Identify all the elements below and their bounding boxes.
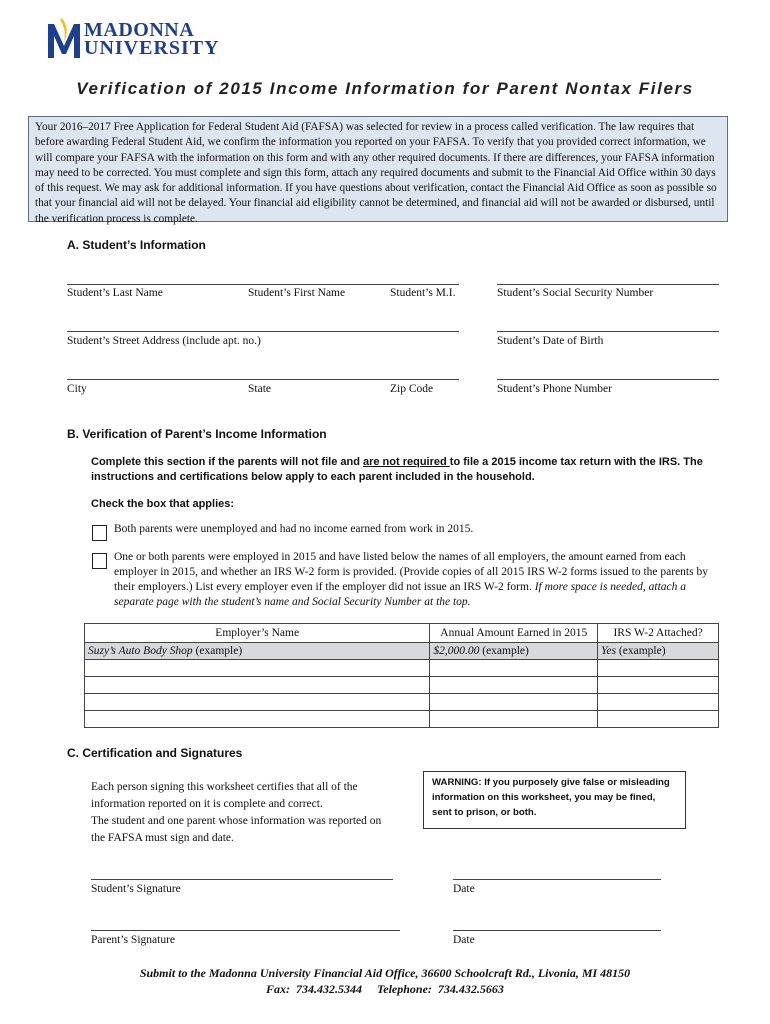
instr-underline: are not required: [362, 456, 450, 468]
section-b-instructions: [91, 455, 723, 485]
ssn-label: Student’s Social Security Number: [497, 287, 654, 299]
footer-contact: Fax: 734.432.5344 Telephone: 734.432.5663: [266, 982, 504, 996]
instr-post: to file a 2015 income tax return with the IRS. The instructions and certifications below apply to each parent included in the household.: [91, 456, 703, 483]
zip-label: Zip Code: [390, 383, 434, 395]
amount-header: Annual Amount Earned in 2015: [430, 624, 598, 643]
certification-text-2: The student and one parent whose information was reported on the FAFSA must sign and date.: [91, 815, 382, 844]
parent-signature-line[interactable]: [91, 930, 400, 931]
table-row: [85, 711, 719, 728]
option2-checkbox[interactable]: [92, 553, 107, 569]
table-row: [85, 694, 719, 711]
amount-input-cell[interactable]: [430, 694, 598, 711]
parent-date-label: Date: [453, 934, 475, 946]
employer-input-cell[interactable]: [85, 660, 430, 677]
example-amount-cell: [430, 643, 598, 660]
w2-input-cell[interactable]: [598, 711, 719, 728]
example-employer: Suzy’s Auto Body Shop: [88, 645, 193, 657]
employer-table: [84, 623, 719, 728]
city-state-zip-line[interactable]: [67, 379, 459, 380]
example-w2-cell: [598, 643, 719, 660]
option2-italic: If more space is needed, attach a separate page with the student’s name and Social Security Number at the top.: [114, 581, 686, 608]
amount-input-cell[interactable]: [430, 711, 598, 728]
warning-box: WARNING: If you purposely give false or misleading information on this worksheet, you may be fined, sent to prison, or both.: [423, 771, 686, 829]
employer-input-cell[interactable]: [85, 711, 430, 728]
student-date-label: Date: [453, 883, 475, 895]
state-label: State: [248, 383, 271, 395]
employer-name-header: Employer’s Name: [85, 624, 430, 643]
employer-input-cell[interactable]: [85, 677, 430, 694]
table-row: [85, 677, 719, 694]
example-employer-cell: [85, 643, 430, 660]
parent-signature-label: Parent’s Signature: [91, 934, 175, 946]
example-employer-suffix: (example): [192, 645, 243, 657]
dob-line[interactable]: [497, 331, 719, 332]
section-c-heading: C. Certification and Signatures: [67, 746, 243, 760]
check-box-label: Check the box that applies:: [91, 498, 235, 510]
student-signature-line[interactable]: [91, 879, 393, 880]
option1-checkbox[interactable]: [92, 525, 107, 541]
w2-header: IRS W-2 Attached?: [598, 624, 719, 643]
university-logo: [46, 14, 220, 60]
example-w2-suffix: (example): [616, 645, 666, 657]
student-signature-label: Student’s Signature: [91, 883, 181, 895]
first-name-label: Student’s First Name: [248, 287, 346, 299]
section-b-heading: B. Verification of Parent’s Income Information: [67, 427, 327, 441]
ssn-line[interactable]: [497, 284, 719, 285]
instr-pre: Complete this section if the parents will not file and: [91, 456, 363, 468]
last-first-mi-line[interactable]: [67, 284, 459, 285]
certification-text-1: Each person signing this worksheet certifies that all of the information reported on it is complete and correct.: [91, 781, 358, 810]
page-title: Verification of 2015 Income Information for Parent Nontax Filers: [76, 79, 694, 98]
example-amount: $2,000.00: [433, 645, 480, 657]
certification-text: [91, 779, 391, 847]
table-row: [85, 660, 719, 677]
footer-address: Submit to the Madonna University Financial Aid Office, 36600 Schoolcraft Rd., Livonia, MI 48150: [139, 966, 631, 980]
mi-label: Student’s M.I.: [390, 287, 456, 299]
city-label: City: [67, 383, 87, 395]
w2-input-cell[interactable]: [598, 694, 719, 711]
phone-line[interactable]: [497, 379, 719, 380]
amount-input-cell[interactable]: [430, 677, 598, 694]
option2-main: One or both parents were employed in 2015 and have listed below the names of all employers, the amount earned from each employer in 2015, and whether an IRS W-2 form is provided. (Provide copies of all 2015 IRS W-2 forms issued to the parents by their employers.) List every employer even if the employer did not issue an IRS W-2 form.: [114, 551, 708, 593]
phone-label: Student’s Phone Number: [497, 383, 612, 395]
address-line[interactable]: [67, 331, 459, 332]
logo-word-madonna: MADONNA: [84, 19, 195, 41]
parent-date-line[interactable]: [453, 930, 661, 931]
madonna-m-logo-icon: [46, 16, 86, 60]
address-label: Student’s Street Address (include apt. no.): [67, 335, 261, 347]
dob-label: Student’s Date of Birth: [497, 335, 604, 347]
option1-text: Both parents were unemployed and had no income earned from work in 2015.: [114, 523, 474, 535]
section-a-heading: A. Student’s Information: [67, 238, 206, 252]
option2-text: [114, 550, 722, 610]
footer: [0, 965, 770, 997]
logo-word-university: UNIVERSITY: [84, 37, 220, 59]
last-name-label: Student’s Last Name: [67, 287, 163, 299]
w2-input-cell[interactable]: [598, 660, 719, 677]
intro-text-box: Your 2016–2017 Free Application for Federal Student Aid (FAFSA) was selected for review in a process called verification. The law requires that before awarding Federal Student Aid, we confirm the information you reported on your FAFSA. To verify that you provided correct information, we will compare your FAFSA with the information on this form and with any other required documents. If there are differences, your FAFSA information may need to be corrected. You must complete and sign this form, attach any required documents and submit to the Financial Aid Office within 30 days of this request. We may ask for additional information. If you have questions about verification, contact the Financial Aid Office as soon as possible so that your financial aid will not be delayed. Your financial aid eligibility cannot be determined, and financial aid will not be awarded or disbursed, until the verification process is complete.: [28, 116, 728, 222]
employer-input-cell[interactable]: [85, 694, 430, 711]
student-date-line[interactable]: [453, 879, 661, 880]
example-amount-suffix: (example): [479, 645, 529, 657]
w2-input-cell[interactable]: [598, 677, 719, 694]
example-w2: Yes: [601, 645, 617, 657]
table-row-example: [85, 643, 719, 660]
amount-input-cell[interactable]: [430, 660, 598, 677]
